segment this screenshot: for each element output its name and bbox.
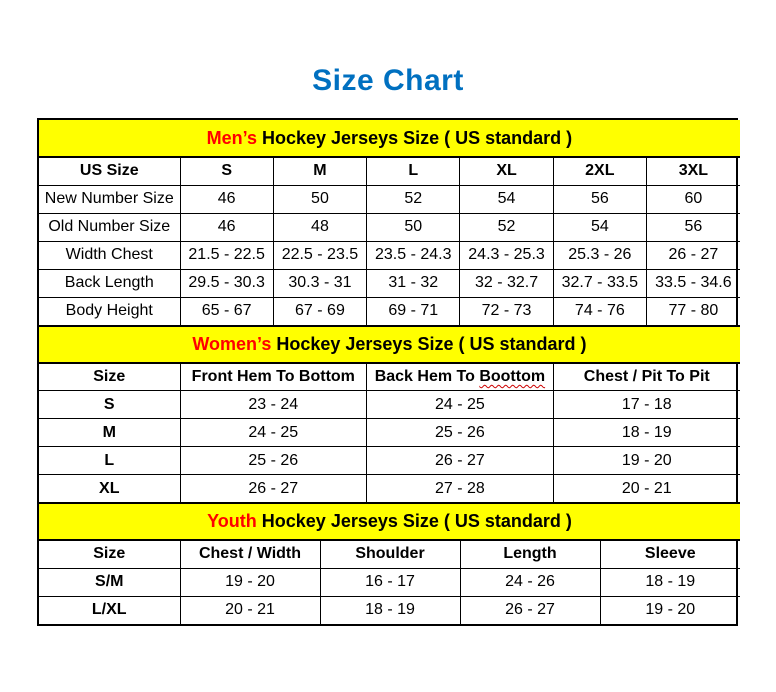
size-cell: 19 - 20: [600, 596, 740, 624]
column-header: 2XL: [553, 157, 646, 185]
womens-title-rest: Hockey Jerseys Size ( US standard ): [271, 333, 587, 354]
row-label: New Number Size: [39, 185, 180, 213]
size-cell: 24.3 - 25.3: [460, 241, 553, 269]
column-header: Sleeve: [600, 540, 740, 568]
row-label: Back Length: [39, 269, 180, 297]
youth-title-rest: Hockey Jerseys Size ( US standard ): [256, 511, 572, 531]
size-cell: 72 - 73: [460, 297, 553, 325]
column-header-misspelled: [367, 363, 554, 391]
size-cell: 32 - 32.7: [460, 269, 553, 297]
size-cell: 26 - 27: [367, 447, 554, 475]
mens-header-row: [39, 157, 740, 185]
size-cell: 32.7 - 33.5: [553, 269, 646, 297]
womens-section-title: [39, 326, 740, 363]
size-cell: 26 - 27: [646, 241, 739, 269]
womens-size-table: [39, 325, 740, 504]
row-label: L/XL: [39, 596, 180, 624]
table-row: [39, 568, 740, 596]
mens-section-title: [39, 120, 740, 157]
column-header: 3XL: [646, 157, 739, 185]
table-row: [39, 596, 740, 624]
column-header: Chest / Width: [180, 540, 320, 568]
womens-header-row: [39, 363, 740, 391]
size-cell: 74 - 76: [553, 297, 646, 325]
size-cell: 18 - 19: [600, 568, 740, 596]
size-cell: 16 - 17: [320, 568, 460, 596]
size-cell: 20 - 21: [553, 475, 740, 503]
size-cell: 18 - 19: [320, 596, 460, 624]
column-header: Size: [39, 363, 180, 391]
size-cell: 54: [460, 185, 553, 213]
mens-title-rest: Hockey Jerseys Size ( US standard ): [257, 127, 573, 148]
column-header: XL: [460, 157, 553, 185]
column-header: M: [273, 157, 366, 185]
size-cell: 25 - 26: [180, 447, 367, 475]
size-cell: 25 - 26: [367, 419, 554, 447]
size-cell: 23.5 - 24.3: [367, 241, 460, 269]
column-header: L: [367, 157, 460, 185]
row-label: L: [39, 447, 180, 475]
size-cell: 24 - 25: [180, 419, 367, 447]
size-cell: 52: [460, 213, 553, 241]
page-title: Size Chart: [312, 64, 464, 97]
size-cell: 19 - 20: [180, 568, 320, 596]
size-tables-container: [37, 118, 738, 626]
column-header: Size: [39, 540, 180, 568]
size-cell: 54: [553, 213, 646, 241]
spellcheck-squiggle-word: Boottom: [479, 367, 546, 385]
youth-section-band: [39, 503, 740, 540]
youth-section-title: [39, 503, 740, 540]
table-row: [39, 297, 740, 325]
size-cell: 25.3 - 26: [553, 241, 646, 269]
size-cell: 29.5 - 30.3: [180, 269, 273, 297]
column-header: Chest / Pit To Pit: [553, 363, 740, 391]
size-cell: 56: [553, 185, 646, 213]
column-header: Length: [460, 540, 600, 568]
size-cell: 48: [273, 213, 366, 241]
size-cell: 46: [180, 213, 273, 241]
size-cell: 26 - 27: [460, 596, 600, 624]
size-cell: 27 - 28: [367, 475, 554, 503]
size-cell: 19 - 20: [553, 447, 740, 475]
back-hem-prefix: Back Hem To: [374, 367, 480, 385]
size-cell: 22.5 - 23.5: [273, 241, 366, 269]
size-cell: 20 - 21: [180, 596, 320, 624]
row-label: Width Chest: [39, 241, 180, 269]
size-cell: 24 - 26: [460, 568, 600, 596]
table-row: [39, 475, 740, 503]
size-cell: 56: [646, 213, 739, 241]
table-row: [39, 269, 740, 297]
table-row: [39, 419, 740, 447]
table-row: [39, 213, 740, 241]
womens-highlight-word: Women’s: [192, 333, 272, 354]
column-header: Front Hem To Bottom: [180, 363, 367, 391]
youth-header-row: [39, 540, 740, 568]
size-cell: 23 - 24: [180, 391, 367, 419]
size-cell: 50: [273, 185, 366, 213]
row-label: S: [39, 391, 180, 419]
size-cell: 26 - 27: [180, 475, 367, 503]
size-cell: 60: [646, 185, 739, 213]
size-cell: 67 - 69: [273, 297, 366, 325]
row-label: S/M: [39, 568, 180, 596]
size-cell: 30.3 - 31: [273, 269, 366, 297]
table-row: [39, 241, 740, 269]
youth-highlight-word: Youth: [207, 511, 257, 531]
size-cell: 65 - 67: [180, 297, 273, 325]
column-header: Shoulder: [320, 540, 460, 568]
row-label: Old Number Size: [39, 213, 180, 241]
size-cell: 77 - 80: [646, 297, 739, 325]
size-cell: 50: [367, 213, 460, 241]
size-cell: 17 - 18: [553, 391, 740, 419]
row-label: XL: [39, 475, 180, 503]
mens-size-table: [39, 120, 740, 326]
mens-section-band: [39, 120, 740, 157]
womens-section-band: [39, 326, 740, 363]
table-row: [39, 391, 740, 419]
size-cell: 52: [367, 185, 460, 213]
column-header: US Size: [39, 157, 180, 185]
size-cell: 33.5 - 34.6: [646, 269, 739, 297]
size-cell: 18 - 19: [553, 419, 740, 447]
youth-size-table: [39, 502, 740, 624]
size-cell: 31 - 32: [367, 269, 460, 297]
row-label: M: [39, 419, 180, 447]
size-cell: 24 - 25: [367, 391, 554, 419]
size-cell: 69 - 71: [367, 297, 460, 325]
row-label: Body Height: [39, 297, 180, 325]
table-row: [39, 447, 740, 475]
column-header: S: [180, 157, 273, 185]
table-row: [39, 185, 740, 213]
mens-highlight-word: Men’s: [206, 127, 257, 148]
size-cell: 21.5 - 22.5: [180, 241, 273, 269]
size-cell: 46: [180, 185, 273, 213]
